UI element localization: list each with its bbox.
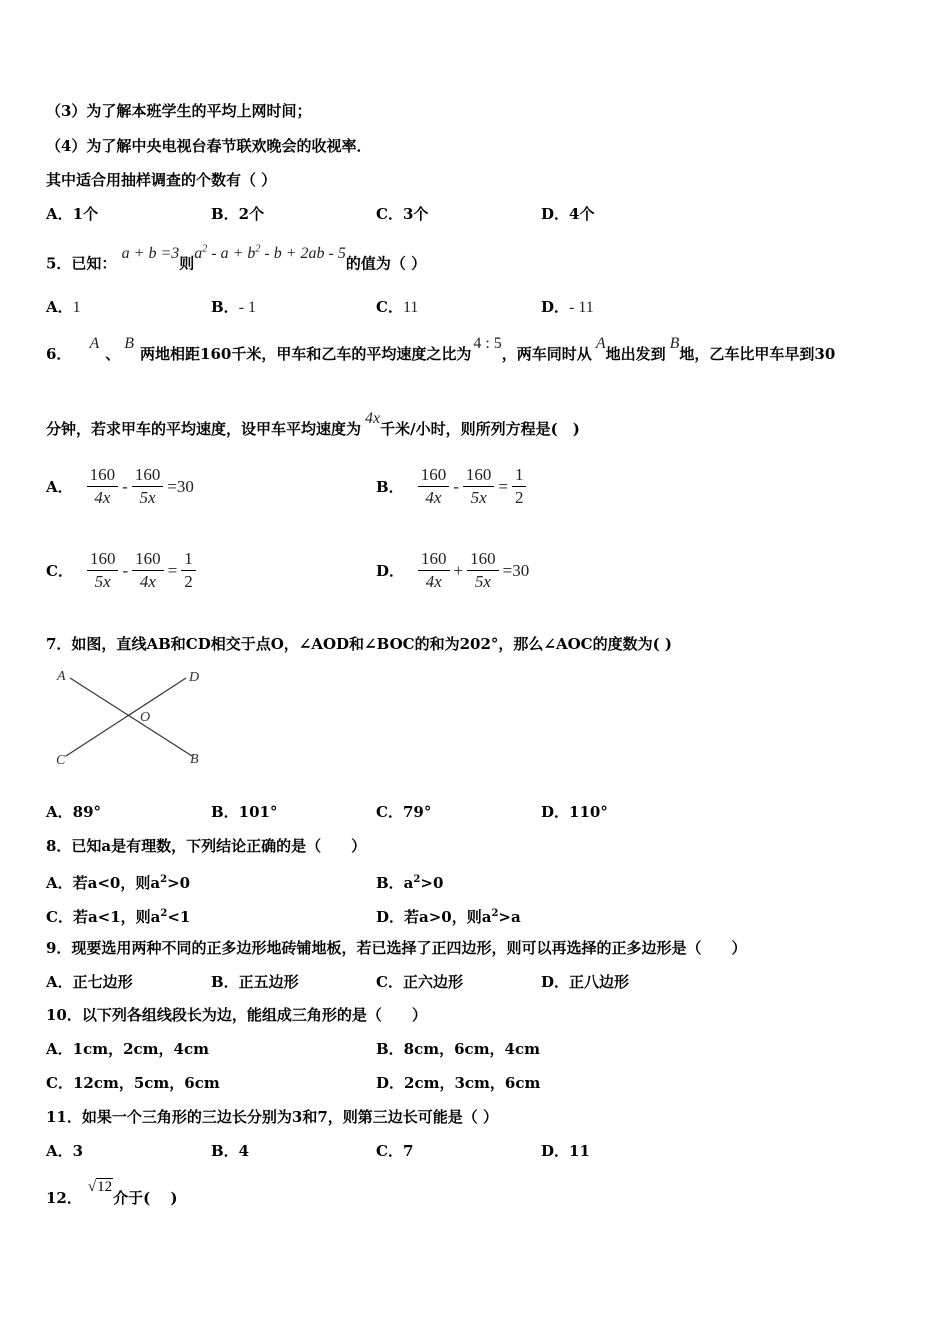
q10-option-c: C．12cm，5cm，6cm bbox=[46, 1074, 220, 1092]
line-cd bbox=[66, 678, 186, 756]
q8-option-a: A．若a<0，则$a^2>0$ bbox=[46, 874, 191, 892]
q10-option-d: D．2cm，3cm，6cm bbox=[376, 1074, 541, 1092]
q5-then: 则 bbox=[179, 254, 195, 273]
q9-stem: 9．现要选用两种不同的正多边形地砖铺地板，若已选择了正四边形，则可以再选择的正多边形是（ ） bbox=[46, 939, 747, 957]
q11-stem: 11．如果一个三角形的三边长分别为3和7，则第三边长可能是（ ） bbox=[46, 1108, 498, 1126]
label-c: C bbox=[56, 753, 66, 768]
q5-stem bbox=[46, 244, 427, 274]
point-b: B bbox=[124, 335, 135, 352]
label-o: O bbox=[140, 710, 151, 725]
q8-stem: 8．已知a是有理数，下列结论正确的是（ ） bbox=[46, 837, 367, 855]
q8-option-d: D．若a>0，则$a^2>a$ bbox=[376, 908, 521, 926]
q6-stem-line1: 6．A、B两地相距160千米，甲车和乙车的平均速度之比为4 : 5，两车同时从A地出发到B地，乙车比甲车早到30 bbox=[46, 335, 836, 363]
q7-option-a: A．89° bbox=[46, 803, 102, 821]
q7-option-d: D．110° bbox=[541, 803, 608, 821]
q4-option-b: B．2个 bbox=[211, 205, 265, 223]
q5-option-c: C．11 bbox=[376, 298, 419, 316]
item-3: （3）为了解本班学生的平均上网时间； bbox=[46, 102, 312, 120]
intersecting-lines-figure bbox=[52, 664, 212, 774]
q8-option-b: B．$a^2>0$ bbox=[376, 874, 444, 892]
q11-option-d: D．11 bbox=[541, 1142, 590, 1160]
q6-option-d: D． $\frac{160}{4x}$ + $\frac{160}{5x}$ =30 bbox=[376, 549, 530, 591]
q4-option-a: A．1个 bbox=[46, 205, 99, 223]
q4-stem: 其中适合用抽样调查的个数有（ ） bbox=[46, 171, 277, 189]
q11-option-a: A．3 bbox=[46, 1142, 84, 1160]
q7-option-c: C．79° bbox=[376, 803, 432, 821]
q10-stem: 10．以下列各组线段长为边，能组成三角形的是（ ） bbox=[46, 1006, 427, 1024]
q5-prefix: 5．已知： bbox=[46, 254, 117, 273]
q9-option-a: A．正七边形 bbox=[46, 973, 133, 991]
q10-option-b: B．8cm，6cm，4cm bbox=[376, 1040, 541, 1058]
q11-option-c: C．7 bbox=[376, 1142, 414, 1160]
q10-option-a: A．1cm，2cm，4cm bbox=[46, 1040, 209, 1058]
q4-option-d: D．4个 bbox=[541, 205, 595, 223]
speed-variable: 4x bbox=[365, 410, 381, 427]
q8-option-c: C．若a<1，则$a^2<1$ bbox=[46, 908, 191, 926]
point-a: A bbox=[89, 335, 100, 352]
q5-expression: $a^2 - a + b^2 - b + 2ab - 5$ bbox=[194, 244, 346, 263]
q6-option-a: A． $\frac{160}{4x}$ - $\frac{160}{5x}$ =30 bbox=[46, 465, 194, 507]
q6-stem-line2: 分钟，若求甲车的平均速度，设甲车平均速度为4x千米/小时，则所列方程是( ) bbox=[46, 410, 580, 438]
q5-option-d: D．- 11 bbox=[541, 298, 594, 316]
speed-ratio: 4 : 5 bbox=[473, 335, 502, 352]
q7-stem: 7．如图，直线AB和CD相交于点O，∠AOD和∠BOC的和为202°，那么∠AOC的度数为( ) bbox=[46, 635, 673, 653]
q11-option-b: B．4 bbox=[211, 1142, 250, 1160]
q5-option-b: B．- 1 bbox=[211, 298, 257, 316]
q4-option-c: C．3个 bbox=[376, 205, 429, 223]
label-d: D bbox=[189, 670, 200, 685]
q12-stem: 12．√12介于( ) bbox=[46, 1179, 178, 1207]
q5-suffix: 的值为（ ） bbox=[345, 254, 427, 273]
sqrt-12: √12 bbox=[87, 1179, 113, 1195]
label-b: B bbox=[190, 752, 199, 767]
q9-option-c: C．正六边形 bbox=[376, 973, 463, 991]
q9-option-b: B．正五边形 bbox=[211, 973, 299, 991]
line-ab bbox=[70, 678, 192, 756]
q6-option-b: B． $\frac{160}{4x}$ - $\frac{160}{5x}$ = $\frac{1}{2}$ bbox=[376, 464, 526, 509]
q5-condition: a + b =3 bbox=[121, 245, 180, 263]
q7-option-b: B．101° bbox=[211, 803, 278, 821]
q6-option-c: C． $\frac{160}{5x}$ - $\frac{160}{4x}$ = $\frac{1}{2}$ bbox=[46, 548, 196, 593]
label-a: A bbox=[57, 669, 66, 684]
q5-option-a: A．1 bbox=[46, 298, 81, 316]
item-4: （4）为了解中央电视台春节联欢晚会的收视率． bbox=[46, 137, 372, 155]
q9-option-d: D．正八边形 bbox=[541, 973, 630, 991]
